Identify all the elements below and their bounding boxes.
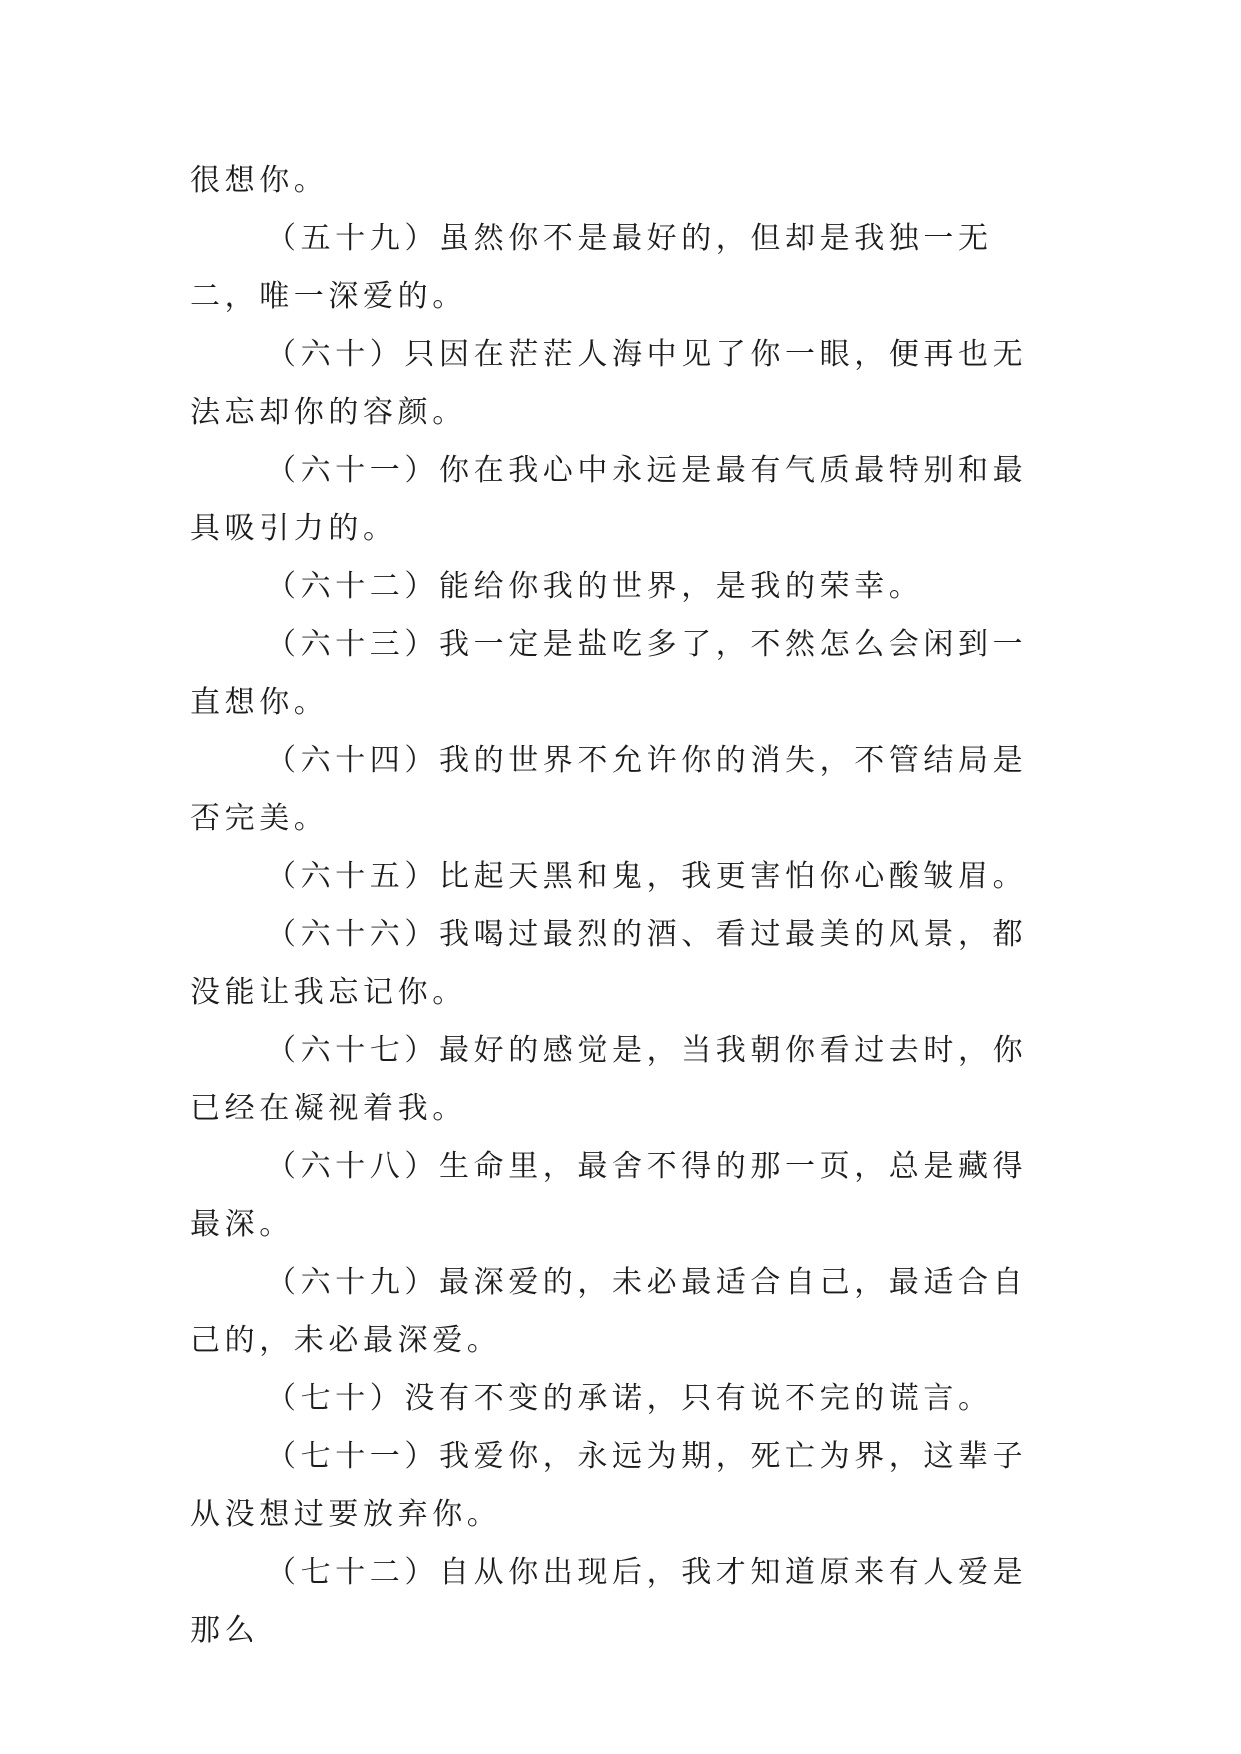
paragraph: （六十五）比起天黑和鬼，我更害怕你心酸皱眉。 xyxy=(266,859,1028,894)
document-body xyxy=(190,152,1052,1660)
paragraph: （六十一）你在我心中永远是最有气质最特别和最具吸引力的。 xyxy=(190,453,1028,546)
paragraph: （七十二）自从你出现后，我才知道原来有人爱是那么 xyxy=(190,1555,1028,1648)
paragraph: （六十二）能给你我的世界，是我的荣幸。 xyxy=(266,569,924,604)
paragraph: （六十七）最好的感觉是，当我朝你看过去时，你已经在凝视着我。 xyxy=(190,1033,1028,1126)
paragraph: （六十）只因在茫茫人海中见了你一眼，便再也无法忘却你的容颜。 xyxy=(190,337,1028,430)
paragraph: （六十三）我一定是盐吃多了，不然怎么会闲到一直想你。 xyxy=(190,627,1028,720)
paragraph: （六十四）我的世界不允许你的消失，不管结局是否完美。 xyxy=(190,743,1028,836)
paragraph: （六十八）生命里，最舍不得的那一页，总是藏得最深。 xyxy=(190,1149,1028,1242)
paragraph: （七十）没有不变的承诺，只有说不完的谎言。 xyxy=(266,1381,993,1416)
paragraph: （七十一）我爱你，永远为期，死亡为界，这辈子从没想过要放弃你。 xyxy=(190,1439,1028,1532)
paragraph: （六十九）最深爱的，未必最适合自己，最适合自己的，未必最深爱。 xyxy=(190,1265,1028,1358)
paragraph: 很想你。 xyxy=(190,163,329,198)
paragraph: （六十六）我喝过最烈的酒、看过最美的风景，都没能让我忘记你。 xyxy=(190,917,1028,1010)
paragraph: （五十九）虽然你不是最好的，但却是我独一无二，唯一深爱的。 xyxy=(190,221,993,314)
